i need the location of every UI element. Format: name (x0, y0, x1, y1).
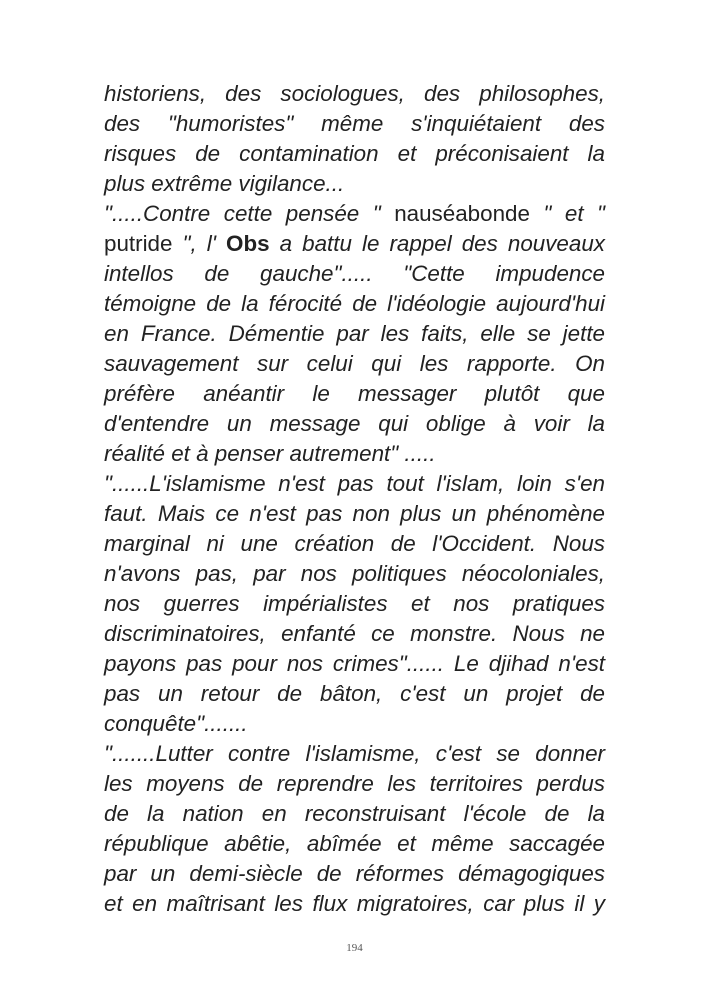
text-line (104, 529, 605, 559)
text-line (104, 769, 605, 799)
text-line (104, 229, 605, 259)
text-segment: préfère anéantir le messager plutôt que (104, 381, 605, 406)
text-line (104, 109, 605, 139)
text-segment: nos guerres impérialistes et nos pratiques (104, 591, 605, 616)
text-line (104, 259, 605, 289)
text-segment: et en maîtrisant les flux migratoires, car plus il y (104, 891, 605, 916)
text-line (104, 409, 605, 439)
bold-text: Obs (226, 231, 270, 256)
page-number: 194 (346, 942, 363, 954)
text-segment: faut. Mais ce n'est pas non plus un phénomène (104, 501, 605, 526)
text-line (104, 559, 605, 589)
text-segment: marginal ni une création de l'Occident. Nous (104, 531, 605, 556)
text-line (104, 79, 605, 109)
text-line (104, 379, 605, 409)
text-segment: en France. Démentie par les faits, elle se jette (104, 321, 605, 346)
text-segment: payons pas pour nos crimes"...... Le djihad n'est (104, 651, 605, 676)
text-segment: ".....Contre cette pensée " (104, 201, 395, 226)
text-line (104, 319, 605, 349)
text-segment: " et " (529, 201, 606, 226)
text-segment: n'avons pas, par nos politiques néocoloniales, (104, 561, 605, 586)
text-line (104, 349, 605, 379)
text-segment: par un demi-siècle de réformes démagogiques (104, 861, 605, 886)
text-line (104, 439, 605, 469)
text-segment: "......L'islamisme n'est pas tout l'islam, loin s'en (104, 471, 605, 496)
body-text (104, 79, 605, 919)
text-line (104, 139, 605, 169)
text-segment: sauvagement sur celui qui les rapporte. On (104, 351, 605, 376)
text-line (104, 859, 605, 889)
text-segment: d'entendre un message qui oblige à voir la (104, 411, 605, 436)
text-segment: de la nation en reconstruisant l'école de la (104, 801, 605, 826)
text-segment: nauséabonde (394, 201, 530, 226)
text-segment: plus extrême vigilance... (104, 171, 345, 196)
text-segment: a battu le rappel des nouveaux (269, 231, 605, 256)
text-segment: historiens, des sociologues, des philosophes, (104, 81, 605, 106)
text-segment: des "humoristes" même s'inquiétaient des (104, 111, 605, 136)
text-segment: ".......Lutter contre l'islamisme, c'est se donner (104, 741, 605, 766)
text-line (104, 709, 605, 739)
text-segment: république abêtie, abîmée et même saccagée (104, 831, 605, 856)
text-segment: risques de contamination et préconisaient la (104, 141, 605, 166)
text-line (104, 289, 605, 319)
text-line (104, 499, 605, 529)
text-line (104, 739, 605, 769)
text-segment: réalité et à penser autrement" ..... (104, 441, 436, 466)
text-segment: putride (104, 231, 173, 256)
text-segment: discriminatoires, enfanté ce monstre. Nous ne (104, 621, 605, 646)
text-segment: témoigne de la férocité de l'idéologie aujourd'hui (104, 291, 605, 316)
text-segment: conquête"....... (104, 711, 248, 736)
text-segment: les moyens de reprendre les territoires perdus (104, 771, 605, 796)
text-line (104, 199, 605, 229)
text-segment: intellos de gauche"..... "Cette impudence (104, 261, 605, 286)
text-segment: pas un retour de bâton, c'est un projet de (104, 681, 605, 706)
text-line (104, 649, 605, 679)
text-line (104, 469, 605, 499)
text-line (104, 589, 605, 619)
text-segment: ", l' (172, 231, 227, 256)
text-line (104, 829, 605, 859)
text-line (104, 679, 605, 709)
text-line (104, 169, 605, 199)
text-line (104, 799, 605, 829)
text-line (104, 619, 605, 649)
text-line (104, 889, 605, 919)
